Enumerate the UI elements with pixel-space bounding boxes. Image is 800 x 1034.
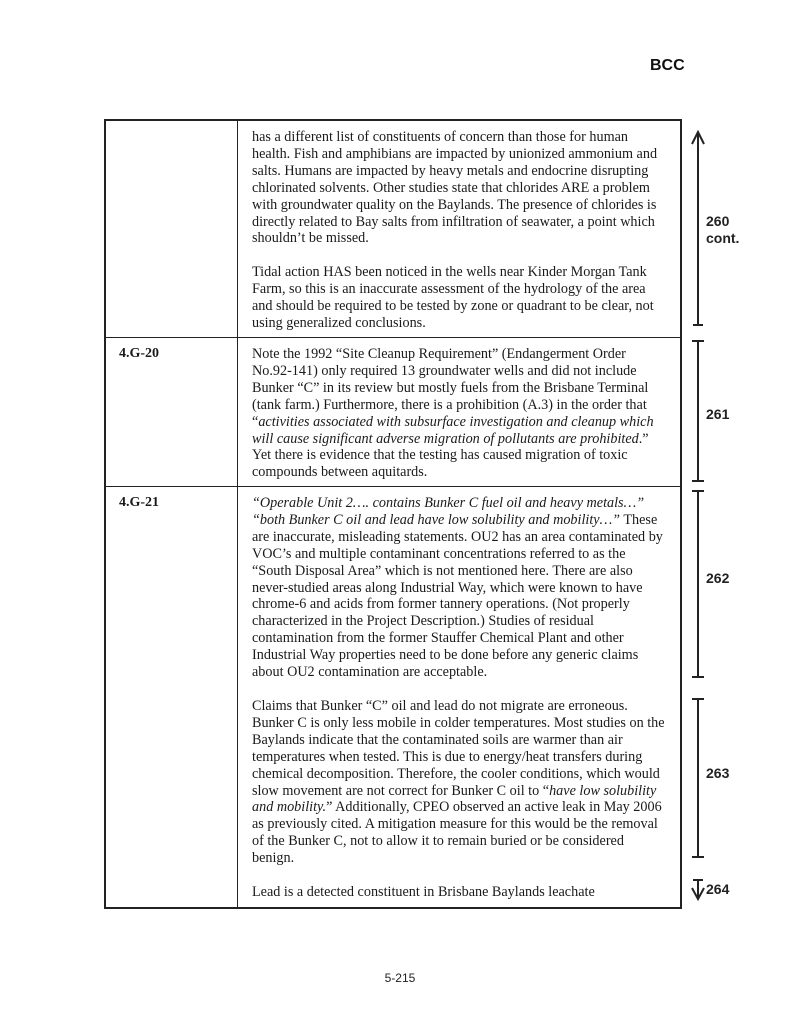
comment-text: Claims that Bunker “C” oil and lead do not migrate are erroneous. Bunker C is only less mobile in colder temperatures. Most studies on the Baylands indicate that the contaminated soils are warmer than air temperatures when tested. This is due to energy/heat transfers during chemical decomposition. Therefore, the cooler conditions, which would slow movement are not correct for Bunker C oil to “ xyxy=(252,697,665,799)
table-row xyxy=(105,487,681,909)
page-number: 5-215 xyxy=(384,971,416,985)
document-code: BCC xyxy=(650,57,685,74)
comment-body-cell xyxy=(238,338,682,487)
comment-paragraph: Lead is a detected constituent in Brisbane Baylands leachate xyxy=(252,884,595,901)
comment-paragraph: Tidal action HAS been noticed in the wells near Kinder Morgan Tank Farm, so this is an inaccurate assessment of the hydrology of the area and should be required to be tested by zone or quadrant to be clear, not using generalized conclusions. xyxy=(252,264,654,332)
comment-table xyxy=(104,119,682,909)
bracket-bar-icon xyxy=(692,341,704,481)
quoted-text: have low solubility and mobility. xyxy=(252,782,657,816)
bracket-bar-icon xyxy=(692,491,704,677)
comment-id-cell xyxy=(105,120,238,338)
comment-text: ” Additionally, CPEO observed an active leak in May 2006 as previously cited. A mitigation measure for this would be the removal of the Bunker C, not to allow it to remain buried or be considered benign. xyxy=(252,799,662,867)
comment-id-cell xyxy=(105,487,238,909)
table-row xyxy=(105,120,681,338)
comment-body-cell xyxy=(238,487,682,909)
comment-paragraph xyxy=(252,698,666,867)
quoted-text: “Operable Unit 2…. contains Bunker C fuel oil and heavy metals…” “both Bunker C oil and lead have low solubility and mobility…” xyxy=(252,495,645,528)
bracket-label-261: 261 xyxy=(706,406,730,422)
comment-body-cell xyxy=(238,120,682,338)
bracket-label-262: 262 xyxy=(706,570,730,586)
comment-id-cell xyxy=(105,338,238,487)
arrow-down-icon xyxy=(692,880,704,899)
bracket-bar-icon xyxy=(692,699,704,857)
bracket-number: 260 xyxy=(706,213,730,229)
comment-text: Note the 1992 “Site Cleanup Requirement” (Endangerment Order No.92-141) only required 13 groundwater wells and did not include Bunker “C” in its review but mostly fuels from the Brisbane Terminal (tank farm.) Furthermore, there is a prohibition (A.3) in the order that “ xyxy=(252,346,649,430)
comment-text: These are inaccurate, misleading statements. OU2 has an area contaminated by VOC’s and multiple contaminant concentrations referred to as the “South Disposal Area” which is not mentioned here. There are also never-studied areas along Industrial Way, which were known to have chrome-6 and acids from former tannery operations. (Not properly characterized in the Project Description.) Studies of residual contamination from the former Stauffer Chemical Plant and other Industrial Way properties need to be done before any generic claims about OU2 contamination are acceptable. xyxy=(252,511,663,681)
comment-paragraph xyxy=(252,346,666,481)
bracket-label-260 xyxy=(706,213,739,247)
comment-text: .” Yet there is evidence that the testing has caused migration of toxic compounds between aquitards. xyxy=(252,430,649,481)
comment-id: 4.G-21 xyxy=(119,495,160,510)
arrow-up-icon xyxy=(692,132,704,325)
table-row xyxy=(105,338,681,487)
comment-id xyxy=(106,121,237,129)
bracket-label-264: 264 xyxy=(706,881,730,897)
quoted-text: activities associated with subsurface investigation and cleanup which will cause significant adverse migration of pollutants are prohibited xyxy=(252,413,654,447)
bracket-label-263: 263 xyxy=(706,765,730,781)
comment-paragraph: has a different list of constituents of concern than those for human health. Fish and amphibians are impacted by unionized ammonium and salts. Humans are impacted by heavy metals and endocrine disrupting chlorinated solvents. Other studies state that chlorides ARE a problem with groundwater quality on the Baylands. The presence of chlorides is directly related to Bay salts from infiltration of seawater, a point which shouldn’t be missed. xyxy=(252,129,658,247)
comment-paragraph xyxy=(252,495,666,681)
bracket-cont: cont. xyxy=(706,230,740,246)
comment-id: 4.G-20 xyxy=(119,346,160,361)
